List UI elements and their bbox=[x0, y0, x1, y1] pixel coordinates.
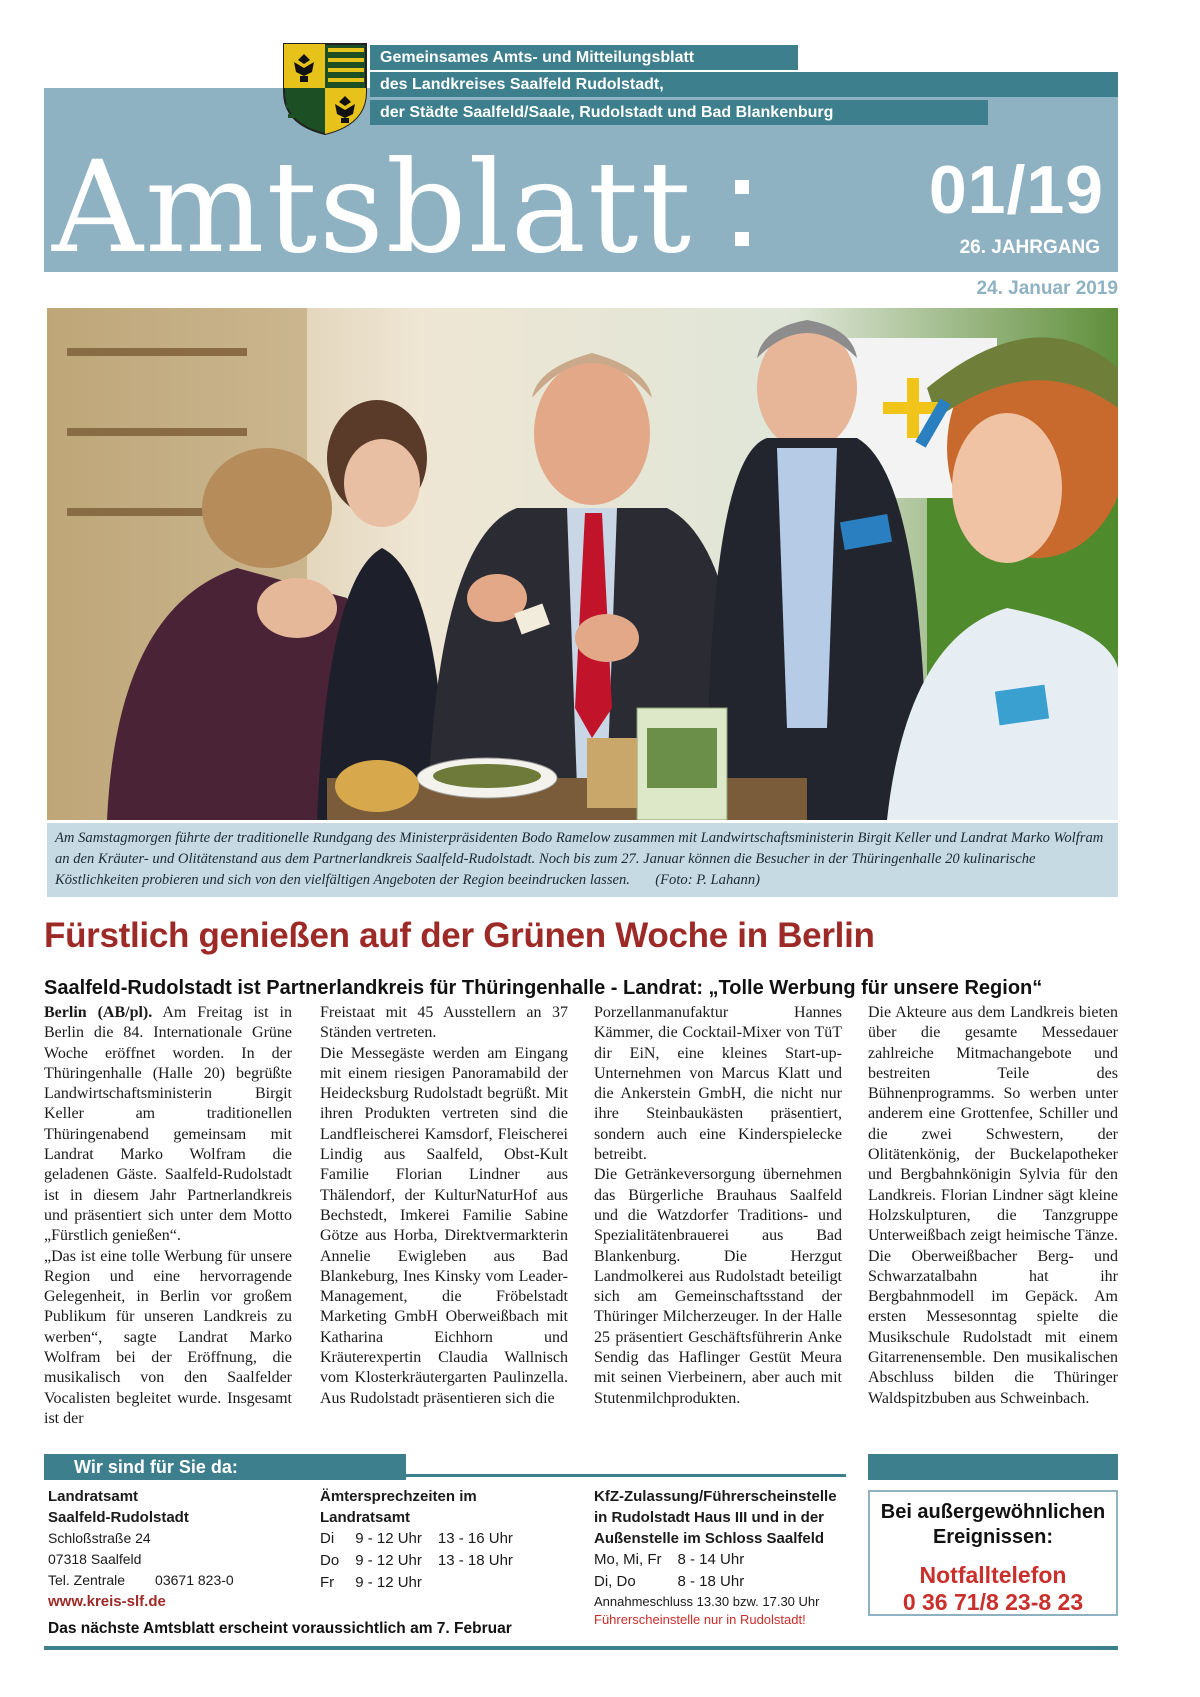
office-phone: Tel. Zentrale 03671 823-0 bbox=[48, 1572, 234, 1588]
article-column-3 bbox=[594, 1003, 842, 1451]
article-headline: Fürstlich genießen auf der Grünen Woche in Berlin bbox=[44, 916, 875, 955]
office-title: Landratsamt bbox=[48, 1488, 139, 1505]
emergency-header-bar bbox=[868, 1454, 1118, 1480]
article-text: Die Getränkeversorgung übernehmen das Bürgerliche Brauhaus Saalfeld und die Watzdorfer Traditions- und Spezialitätenbrauerei aus Bad Blankenburg. Die Herzgut Landmolkerei aus Rudolstadt beteiligt sich am Gemeinschaftsstand der Thüringer Milcherzeuger. In der Halle 25 präsentiert Geschäftsführerin Anke Sendig das Haflinger Gestüt Meura mit seinen Vierbeinern, aber auch mit Stutenmilchprodukten. bbox=[594, 1166, 842, 1407]
emergency-heading: Ereignissen: bbox=[932, 1526, 1054, 1548]
caption-credit: (Foto: P. Lahann) bbox=[655, 872, 761, 888]
article-column-2 bbox=[320, 1003, 568, 1451]
office-city: 07318 Saalfeld bbox=[48, 1551, 142, 1567]
contact-divider bbox=[406, 1474, 846, 1477]
vehicle-registration-info bbox=[594, 1486, 854, 1629]
article-column-4 bbox=[868, 1003, 1118, 1451]
hours-table bbox=[320, 1528, 529, 1594]
article-text: Freistaat mit 45 Ausstellern an 37 Ständen vertreten. bbox=[320, 1004, 568, 1042]
article-text: Am Freitag ist in Berlin die 84. Internationale Grüne Woche eröffnet worden. In der Thüringenhalle (Halle 20) begrüßte Landwirtschaftsministerin Birgit Keller am traditionellen Thüringenabend gemeinsam mit Landrat Marko Wolfram die geladenen Gäste. Saalfeld-Rudolstadt ist in diesem Jahr Partnerlandkreis und präsentiert sich unter dem Motto „Fürstlich genießen“. bbox=[44, 1004, 292, 1245]
hours-row: Di 9 - 12 Uhr 13 - 16 Uhr bbox=[320, 1530, 513, 1547]
kfz-note: Annahmeschluss 13.30 bzw. 17.30 Uhr bbox=[594, 1594, 820, 1609]
office-hours bbox=[320, 1486, 580, 1594]
masthead-line-1: Gemeinsames Amts- und Mitteilungsblatt bbox=[370, 45, 798, 70]
kfz-title: Außenstelle im Schloss Saalfeld bbox=[594, 1530, 825, 1547]
next-issue-note: Das nächste Amtsblatt erscheint voraussichtlich am 7. Februar bbox=[48, 1620, 512, 1637]
cover-photo bbox=[47, 308, 1118, 820]
masthead-line-2: des Landkreises Saalfeld Rudolstadt, bbox=[370, 72, 1118, 97]
emergency-label: Notfalltelefon bbox=[919, 1562, 1067, 1588]
article-text: Die Messegäste werden am Eingang mit einem riesigen Panoramabild der Heidecksburg Rudolstadt begrüßt. Mit ihren Produkten vertreten sind die Landfleischerei Kamsdorf, Fleischerei Lindig aus Saalfeld, Obst-Kult Familie Florian Lindner aus Thälendorf, der KulturNaturHof aus Bechstedt, Imkerei Familie Sabine Götze aus Horba, Direktvermarkterin Annelie Ewigleben aus Bad Blankeburg, Ines Kinsky vom Leader-Management, die Fröbelstadt Marketing GmbH Oberweißbach mit Katharina Eichhorn und Kräuterexpertin Claudia Wallnisch vom Klosterkräutergarten Paulinzella. Aus Rudolstadt präsentieren sich die bbox=[320, 1044, 568, 1407]
caption-text: Am Samstagmorgen führte der traditionelle Rundgang des Ministerpräsidenten Bodo Ramelow zusammen mit Landwirtschaftsministerin Birgit Keller und Landrat Marko Wolfram an den Kräuter- und Olitätenstand aus dem Partnerlandkreis Saalfeld-Rudolstadt. Noch bis zum 27. Januar können die Besucher in der Thüringenhalle 20 kulinarische Köstlichkeiten probieren und sich von den vielfältigen Angeboten der Region beeindrucken lassen. bbox=[55, 830, 1104, 888]
article-text: Die Akteure aus dem Landkreis bieten über die gesamte Messedauer zahlreiche Mitmachangebote und bestreiten Teile des Bühnenprogramms. So werben unter anderem eine Grottenfee, Schiller und die zwei Schwestern, der Olitätenkönig, der Buckelapotheker und Bergbahnkönigin Sylvia für den Landkreis. Florian Lindner sägt kleine Holzskulpturen, die Tanzgruppe Unterweißbach zeigt heimische Tänze. Die Oberweißbacher Berg- und Schwarzatalbahn hat ihr Bergbahnmodell im Gepäck. Am ersten Messesonntag spielte die Musikschule Rudolstadt mit einem Gitarrenensemble. Den musikalischen Abschluss bilden die Thüringer Waldspitzbuben aus Schweinbach. bbox=[868, 1004, 1118, 1407]
title-colon-mark bbox=[735, 180, 749, 250]
hours-row: Do 9 - 12 Uhr 13 - 18 Uhr bbox=[320, 1552, 513, 1569]
masthead-line-3: der Städte Saalfeld/Saale, Rudolstadt und Bad Blankenburg bbox=[370, 100, 988, 125]
issue-date: 24. Januar 2019 bbox=[976, 278, 1118, 299]
office-title: Saalfeld-Rudolstadt bbox=[48, 1509, 189, 1526]
hours-row: Fr 9 - 12 Uhr bbox=[320, 1574, 422, 1591]
kfz-hours-table bbox=[594, 1549, 760, 1593]
emergency-number[interactable]: 0 36 71/8 23-8 23 bbox=[902, 1589, 1084, 1615]
newspaper-title: Amtsblatt bbox=[52, 134, 694, 281]
emergency-box bbox=[868, 1490, 1118, 1616]
emergency-heading: Bei außergewöhnlichen bbox=[880, 1501, 1106, 1523]
kfz-title: in Rudolstadt Haus III und in der bbox=[594, 1509, 825, 1526]
hours-title: Landratsamt bbox=[320, 1509, 411, 1526]
phone-number: 03671 823-0 bbox=[155, 1572, 234, 1588]
office-street: Schloßstraße 24 bbox=[48, 1530, 151, 1546]
article-text: Porzellanmanufaktur Hannes Kämmer, die Cocktail-Mixer von TüT dir EiN, eine kleines Start-up-Unternehmen von Marcus Klatt und die Ankerstein GmbH, die nicht nur ihre Steinbaukästen präsentiert, sondern auch eine Kinderspielecke betreibt. bbox=[594, 1004, 842, 1164]
contact-header: Wir sind für Sie da: bbox=[44, 1454, 406, 1480]
coat-of-arms-icon bbox=[280, 40, 370, 136]
article-subheadline: Saalfeld-Rudolstadt ist Partnerlandkreis für Thüringenhalle - Landrat: „Tolle Werbung für unsere Region“ bbox=[44, 977, 1043, 999]
website-link[interactable]: www.kreis-slf.de bbox=[48, 1593, 166, 1610]
hours-row: Mo, Mi, Fr 8 - 14 Uhr bbox=[594, 1551, 745, 1568]
office-address bbox=[48, 1486, 298, 1612]
bottom-rule bbox=[44, 1646, 1118, 1650]
hours-title: Ämtersprechzeiten im bbox=[320, 1488, 477, 1505]
volume-label: 26. JAHRGANG bbox=[959, 237, 1100, 258]
photo-caption bbox=[47, 823, 1118, 897]
article-text: „Das ist eine tolle Werbung für unsere Region und eine hervorragende Gelegenheit, in Berlin vor großem Publikum für unseren Landkreis zu werben“, sagte Landrat Marko Wolfram bei der Eröffnung, die musikalisch von den Saalfelder Vocalisten begleitet wurde. Insgesamt ist der bbox=[44, 1247, 292, 1427]
hours-row: Di, Do 8 - 18 Uhr bbox=[594, 1573, 745, 1590]
kfz-title: KfZ-Zulassung/Führerscheinstelle bbox=[594, 1488, 837, 1505]
issue-number: 01/19 bbox=[928, 152, 1104, 228]
article-column-1 bbox=[44, 1003, 292, 1451]
kfz-red-note: Führerscheinstelle nur in Rudolstadt! bbox=[594, 1612, 806, 1627]
dateline: Berlin (AB/pl). bbox=[44, 1004, 153, 1021]
